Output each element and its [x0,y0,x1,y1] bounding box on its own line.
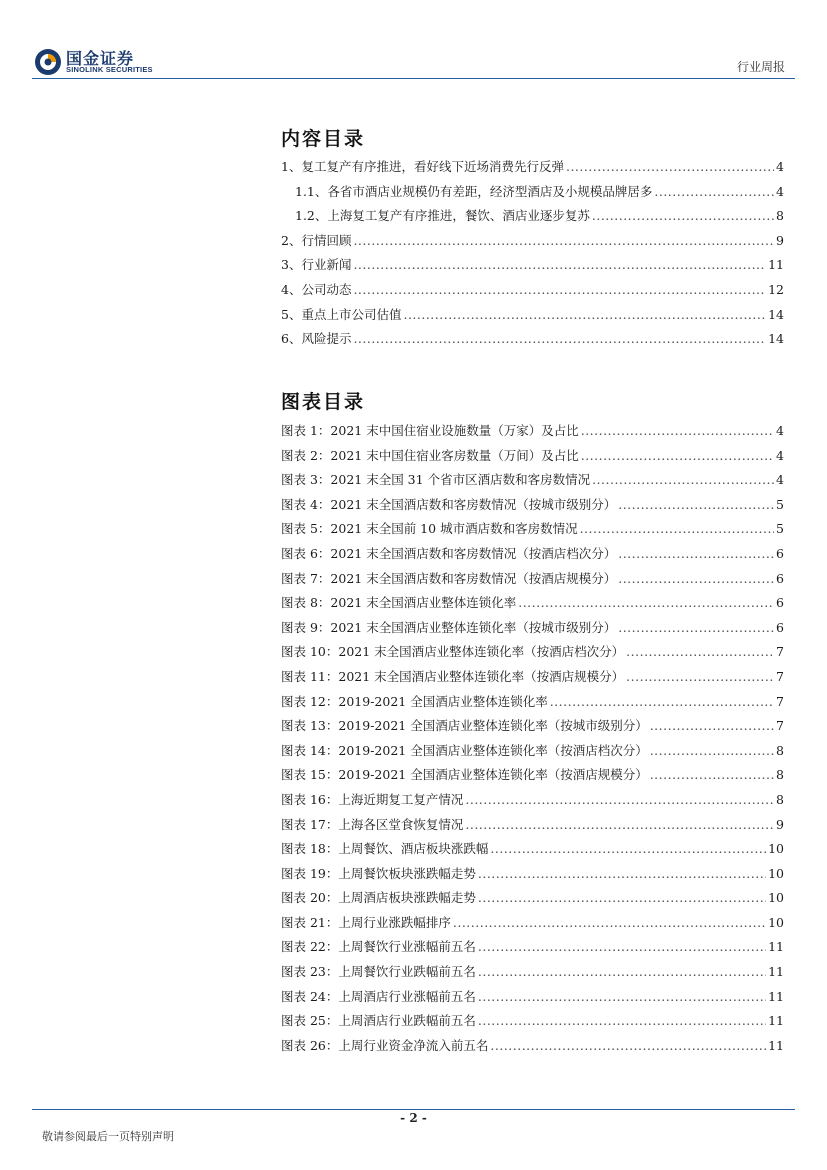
dot-leader [478,866,766,881]
figure-entry-page: 5 [776,496,784,512]
figure-entry-page: 11 [768,1037,784,1053]
toc-entry-text: 6、风险提示 [281,331,352,347]
figure-entry-text: 图表 21：上周行业涨跌幅排序 [281,914,451,930]
figure-entry-text: 图表 4：2021 末全国酒店数和客房数情况（按城市级别分） [281,496,617,512]
toc-entry-text: 4、公司动态 [281,281,352,297]
header-divider [32,78,795,79]
dot-leader [566,159,774,174]
figure-entry-text: 图表 16：上海近期复工复产情况 [281,791,464,807]
figure-entry[interactable] [281,446,784,471]
figure-entry-page: 7 [776,718,784,734]
toc-entry-page: 14 [768,331,784,347]
toc-entry-page: 11 [768,257,784,273]
figure-entry-page: 11 [768,964,784,980]
figure-entry-page: 11 [768,988,784,1004]
figure-entry-text: 图表 14：2019-2021 全国酒店业整体连锁化率（按酒店档次分） [281,742,648,758]
figure-entry[interactable] [281,790,784,815]
figure-entry-text: 图表 18：上周餐饮、酒店板块涨跌幅 [281,841,489,857]
toc-entry[interactable] [281,255,784,280]
page-header [0,0,827,82]
toc-entry-text: 3、行业新闻 [281,257,352,273]
toc-entry-page: 8 [776,208,784,224]
report-type-label: 行业周报 [736,60,785,74]
dot-leader [490,1038,766,1053]
figure-entry-text: 图表 6：2021 末全国酒店数和客房数情况（按酒店档次分） [281,545,617,561]
dot-leader [353,233,774,248]
figure-entry-text: 图表 8：2021 末全国酒店业整体连锁化率 [281,595,517,611]
figures-list [281,421,784,1060]
figure-entry[interactable] [281,470,784,495]
dot-leader [650,767,774,782]
dot-leader [465,792,774,807]
dot-leader [478,939,766,954]
dot-leader [353,257,766,272]
figure-entry[interactable] [281,839,784,864]
figure-entry-text: 图表 15：2019-2021 全国酒店业整体连锁化率（按酒店规模分） [281,767,648,783]
logo-chinese-name: 国金证券 [66,49,135,68]
figure-entry[interactable] [281,962,784,987]
toc-entry[interactable] [281,280,784,305]
toc-entry[interactable] [281,157,784,182]
dot-leader [478,1013,766,1028]
toc-entry[interactable] [281,329,784,354]
figure-entry-text: 图表 2：2021 末中国住宿业客房数量（万间）及占比 [281,447,579,463]
figure-entry[interactable] [281,593,784,618]
figure-entry-page: 7 [776,693,784,709]
dot-leader [403,307,766,322]
figure-entry-page: 7 [776,668,784,684]
dot-leader [518,595,774,610]
toc-entry[interactable] [281,182,784,207]
figure-entry[interactable] [281,888,784,913]
figure-entry[interactable] [281,692,784,717]
dot-leader [592,208,774,223]
figure-entry[interactable] [281,519,784,544]
figure-entry-text: 图表 1：2021 末中国住宿业设施数量（万家）及占比 [281,423,579,438]
toc-entry-text: 1.2、上海复工复产有序推进，餐饮、酒店业逐步复苏 [295,208,590,224]
dot-leader [580,521,774,536]
dot-leader [478,964,766,979]
dot-leader [581,448,774,463]
figure-entry-page: 10 [768,841,784,857]
toc-title: 内容目录 [281,128,366,150]
figure-entry-page: 4 [776,423,784,438]
figure-entry[interactable] [281,864,784,889]
dot-leader [626,644,774,659]
figure-entry-page: 10 [768,890,784,906]
figure-entry[interactable] [281,569,784,594]
toc-entry-page: 14 [768,306,784,322]
figure-entry-text: 图表 25：上周酒店行业跌幅前五名 [281,1013,476,1029]
toc-entry[interactable] [281,231,784,256]
logo-english-name: SINOLINK SECURITIES [66,65,153,74]
dot-leader [453,915,766,930]
dot-leader [650,718,774,733]
figure-entry-text: 图表 17：上海各区堂食恢复情况 [281,816,464,832]
toc-entry-text: 1、复工复产有序推进，看好线下近场消费先行反弹 [281,159,564,174]
toc-entry-page: 4 [776,183,784,199]
figure-entry-text: 图表 20：上周酒店板块涨跌幅走势 [281,890,476,906]
sinolink-logo-icon [34,48,62,76]
figure-entry[interactable] [281,937,784,962]
dot-leader [465,817,774,832]
figure-entry-page: 6 [776,570,784,586]
figure-entry-text: 图表 12：2019-2021 全国酒店业整体连锁化率 [281,693,548,709]
figure-entry[interactable] [281,987,784,1012]
figure-entry[interactable] [281,667,784,692]
dot-leader [353,282,766,297]
toc-entry-page: 4 [776,159,784,174]
figure-entry-text: 图表 11：2021 末全国酒店业整体连锁化率（按酒店规模分） [281,668,625,684]
figure-entry[interactable] [281,716,784,741]
figure-entry[interactable] [281,1036,784,1061]
figure-entry[interactable] [281,741,784,766]
toc-entry-page: 12 [768,281,784,297]
figure-entry[interactable] [281,421,784,446]
figure-entry-text: 图表 7：2021 末全国酒店数和客房数情况（按酒店规模分） [281,570,617,586]
dot-leader [478,989,766,1004]
toc-entry-page: 9 [776,232,784,248]
figure-entry-text: 图表 5：2021 末全国前 10 城市酒店数和客房数情况 [281,521,578,537]
dot-leader [618,571,774,586]
figure-entry[interactable] [281,495,784,520]
toc-list [281,157,784,354]
figure-entry[interactable] [281,642,784,667]
dot-leader [626,669,774,684]
figure-entry[interactable] [281,913,784,938]
disclaimer-note: 敬请参阅最后一页特别声明 [42,1130,174,1143]
figure-entry[interactable] [281,1011,784,1036]
dot-leader [650,743,774,758]
dot-leader [618,546,774,561]
figure-entry-page: 9 [776,816,784,832]
dot-leader [353,331,766,346]
figure-entry-page: 6 [776,619,784,635]
figure-entry[interactable] [281,618,784,643]
dot-leader [550,694,774,709]
figure-entry-page: 8 [776,767,784,783]
toc-entry-text: 1.1、各省市酒店业规模仍有差距，经济型酒店及小规模品牌居多 [295,183,653,199]
figure-entry-page: 4 [776,472,784,488]
figure-entry-page: 11 [768,939,784,955]
figure-entry-page: 6 [776,595,784,611]
dot-leader [581,423,774,438]
figure-entry-page: 8 [776,791,784,807]
figure-entry-page: 11 [768,1013,784,1029]
figure-entry-page: 5 [776,521,784,537]
figures-title: 图表目录 [281,391,366,413]
company-logo [34,46,154,78]
page-number: - 2 - [400,1111,427,1125]
figure-entry-text: 图表 10：2021 末全国酒店业整体连锁化率（按酒店档次分） [281,644,625,660]
figure-entry-text: 图表 3：2021 末全国 31 个省市区酒店数和客房数情况 [281,472,591,488]
figure-entry-page: 10 [768,865,784,881]
toc-entry[interactable] [281,305,784,330]
dot-leader [490,841,766,856]
figure-entry[interactable] [281,815,784,840]
footer-divider [32,1109,795,1110]
figure-entry-page: 10 [768,914,784,930]
dot-leader [654,184,774,199]
figure-entry-text: 图表 26：上周行业资金净流入前五名 [281,1037,489,1053]
figure-entry-text: 图表 22：上周餐饮行业涨幅前五名 [281,939,476,955]
dot-leader [618,497,774,512]
toc-entry-text: 2、行情回顾 [281,232,352,248]
figure-entry-text: 图表 24：上周酒店行业涨幅前五名 [281,988,476,1004]
toc-entry[interactable] [281,206,784,231]
toc-entry-text: 5、重点上市公司估值 [281,306,402,322]
figure-entry-text: 图表 23：上周餐饮行业跌幅前五名 [281,964,476,980]
figure-entry-text: 图表 13：2019-2021 全国酒店业整体连锁化率（按城市级别分） [281,718,648,734]
figure-entry-page: 7 [776,644,784,660]
figure-entry-text: 图表 19：上周餐饮板块涨跌幅走势 [281,865,476,881]
dot-leader [592,472,774,487]
figure-entry-page: 8 [776,742,784,758]
dot-leader [618,620,774,635]
figure-entry[interactable] [281,544,784,569]
figure-entry-text: 图表 9：2021 末全国酒店业整体连锁化率（按城市级别分） [281,619,617,635]
figure-entry-page: 4 [776,447,784,463]
dot-leader [478,890,766,905]
figure-entry[interactable] [281,765,784,790]
figure-entry-page: 6 [776,545,784,561]
